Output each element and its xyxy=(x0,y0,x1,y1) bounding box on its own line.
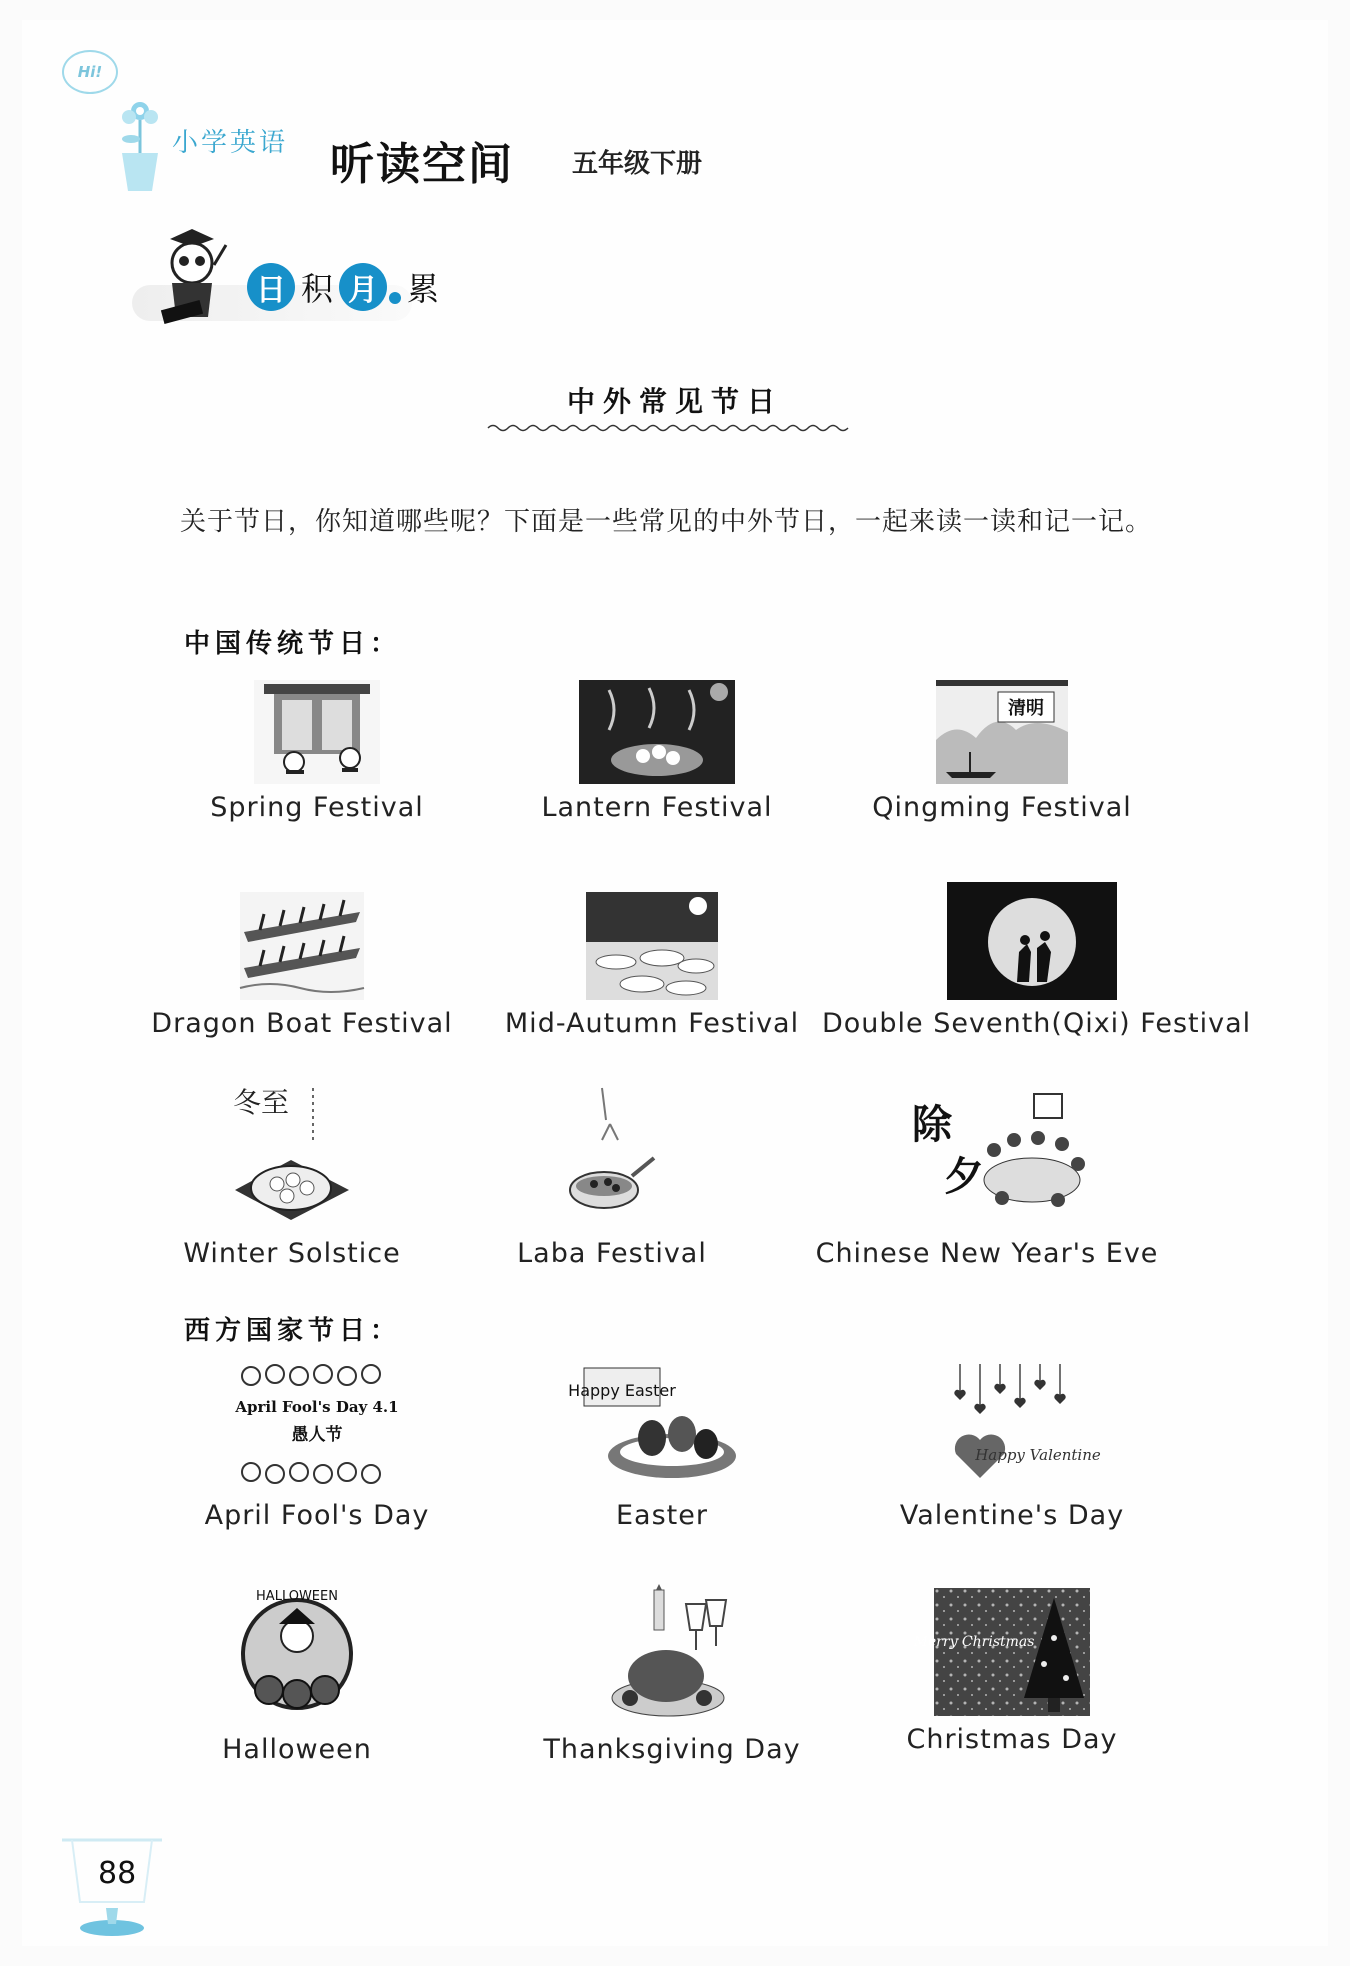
page-header xyxy=(62,50,762,190)
christmas-caption: Merry Christmas xyxy=(913,1634,1035,1650)
festival-label: Spring Festival xyxy=(210,792,424,823)
festival-spring xyxy=(152,680,482,823)
hi-bubble: Hi! xyxy=(62,50,118,94)
winter-solstice-picture xyxy=(229,1080,355,1230)
festival-label: Easter xyxy=(616,1500,708,1531)
festival-qingming xyxy=(832,680,1172,823)
dongzhi-caption-1: 冬至 xyxy=(232,1086,290,1119)
dragon-boat-picture xyxy=(240,892,364,1000)
chuxi-caption-1: 除 xyxy=(912,1101,952,1148)
title-wavy-underline xyxy=(488,422,848,434)
intro-paragraph: 关于节日，你知道哪些呢？下面是一些常见的中外节日，一起来读一读和记一记。 xyxy=(180,507,1153,537)
badge-dot xyxy=(389,292,401,304)
grade-label: 五年级下册 xyxy=(572,149,703,179)
festival-label: Halloween xyxy=(222,1734,372,1765)
qingming-festival-picture xyxy=(936,680,1068,784)
festival-label: Thanksgiving Day xyxy=(543,1734,801,1765)
valentines-picture xyxy=(946,1360,1101,1492)
festival-label: Dragon Boat Festival xyxy=(151,1008,453,1039)
festival-label: Laba Festival xyxy=(517,1238,707,1269)
festival-label: Winter Solstice xyxy=(183,1238,401,1269)
easter-picture xyxy=(568,1360,742,1492)
flower-pot-icon xyxy=(114,95,166,195)
festival-label: Qingming Festival xyxy=(872,792,1132,823)
festival-label: Valentine's Day xyxy=(899,1500,1125,1531)
valentine-caption: Happy Valentine xyxy=(975,1446,1101,1464)
festival-label: Double Seventh(Qixi) Festival xyxy=(822,1008,1252,1039)
festival-valentines xyxy=(862,1360,1162,1531)
festival-thanksgiving xyxy=(512,1580,832,1765)
festival-april-fools xyxy=(167,1360,467,1531)
festival-qixi xyxy=(822,882,1252,1039)
festival-label: Lantern Festival xyxy=(541,792,773,823)
chuxi-caption-2: 夕 xyxy=(944,1153,984,1200)
badge-char-yue: 月 xyxy=(339,263,387,311)
halloween-picture xyxy=(239,1580,355,1726)
page-title: 中外常见节日 xyxy=(566,385,783,418)
owl-scholar-icon xyxy=(152,225,232,325)
page xyxy=(22,20,1328,1946)
easter-caption: Happy Easter xyxy=(568,1381,676,1400)
series-name: 小学英语 xyxy=(172,128,289,158)
badge-char-ri: 日 xyxy=(247,263,295,311)
mid-autumn-picture xyxy=(586,892,718,1000)
halloween-caption: HALLOWEEN xyxy=(256,1589,338,1604)
chinese-new-years-eve-picture xyxy=(882,1080,1092,1230)
page-number: 88 xyxy=(98,1856,137,1891)
spring-festival-picture xyxy=(254,680,380,784)
festival-chinese-new-years-eve xyxy=(792,1080,1182,1269)
thanksgiving-picture xyxy=(610,1580,734,1726)
festival-christmas xyxy=(852,1588,1172,1755)
laba-picture xyxy=(562,1080,662,1230)
badge-text xyxy=(247,263,443,311)
lantern-festival-picture xyxy=(579,680,735,784)
qingming-caption: 清明 xyxy=(1008,698,1044,719)
brand-title: 听读空间 xyxy=(330,139,514,190)
festival-winter-solstice xyxy=(142,1080,442,1269)
festival-easter xyxy=(512,1360,812,1531)
festival-dragon-boat xyxy=(132,892,472,1039)
section-badge xyxy=(112,215,472,335)
festival-laba xyxy=(462,1080,762,1269)
april-fools-caption-1: April Fool's Day 4.1 xyxy=(235,1398,399,1416)
festival-lantern xyxy=(492,680,822,823)
april-fools-picture xyxy=(237,1360,397,1492)
christmas-picture xyxy=(913,1588,1090,1716)
april-fools-caption-2: 愚人节 xyxy=(291,1425,343,1445)
festival-mid-autumn xyxy=(477,892,827,1039)
badge-char-lei: 累 xyxy=(407,270,440,308)
chinese-festivals-heading: 中国传统节日： xyxy=(184,629,402,659)
western-festivals-heading: 西方国家节日： xyxy=(184,1316,402,1346)
festival-halloween xyxy=(147,1580,447,1765)
qixi-picture xyxy=(947,882,1117,1000)
festival-label: Christmas Day xyxy=(906,1724,1118,1755)
badge-char-ji: 积 xyxy=(301,270,334,308)
festival-label: April Fool's Day xyxy=(204,1500,430,1531)
festival-label: Mid-Autumn Festival xyxy=(504,1008,800,1039)
festival-label: Chinese New Year's Eve xyxy=(815,1238,1159,1269)
